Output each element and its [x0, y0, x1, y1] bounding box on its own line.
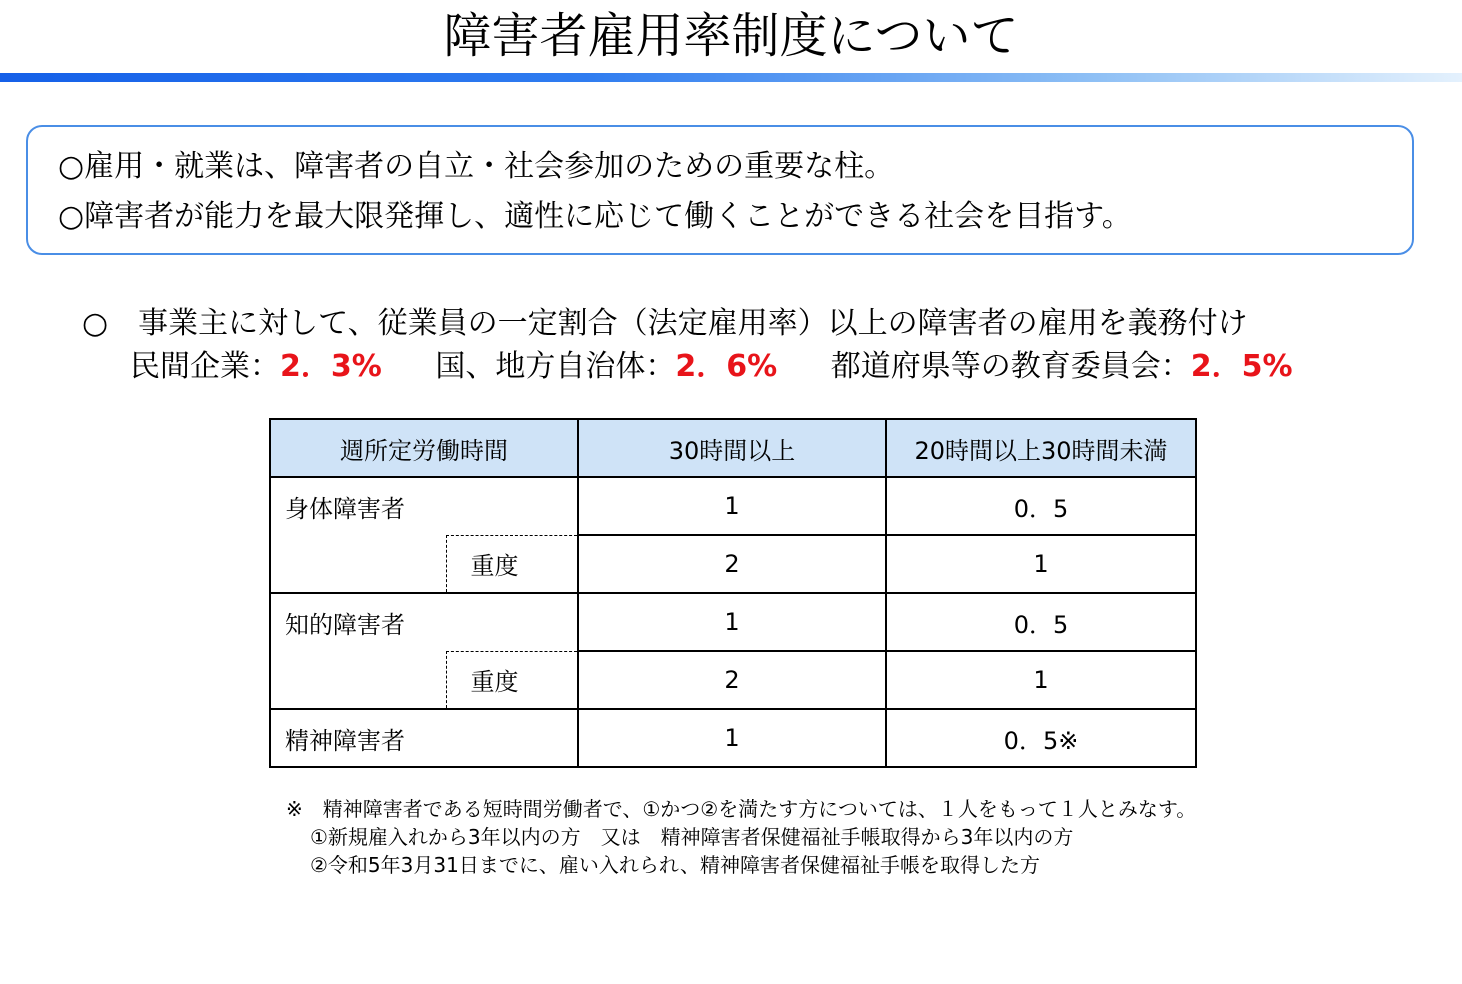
- cell-20h: 1: [886, 651, 1196, 709]
- cell-20h: 0．5※: [886, 709, 1196, 767]
- cell-30h: 2: [578, 535, 886, 593]
- cell-30h: 2: [578, 651, 886, 709]
- rate-label: 民間企業：: [130, 349, 280, 384]
- intro-line-2: ○障害者が能力を最大限発揮し、適性に応じて働くことができる社会を目指す。: [58, 199, 1132, 234]
- table-header-row: [270, 419, 1196, 477]
- rate-label: 都道府県等の教育委員会：: [830, 349, 1191, 384]
- rate-value: 2．5%: [1190, 349, 1293, 384]
- obligation-statement: ○ 事業主に対して、従業員の一定割合（法定雇用率）以上の障害者の雇用を義務付け: [82, 306, 1248, 341]
- category-continuation: [270, 651, 446, 709]
- footnotes: [286, 795, 1196, 879]
- footnote-condition-2: ②令和5年3月31日までに、雇い入れられ、精神障害者保健福祉手帳を取得した方: [310, 853, 1041, 877]
- footnote-condition-1: ①新規雇入れから3年以内の方 又は 精神障害者保健福祉手帳取得から3年以内の方: [310, 825, 1074, 849]
- row-sub-label: 重度: [446, 651, 578, 709]
- table-row: [270, 709, 1196, 767]
- table-row: [270, 593, 1196, 651]
- header-30h: 30時間以上: [578, 419, 886, 477]
- cell-30h: 1: [578, 593, 886, 651]
- cell-30h: 1: [578, 477, 886, 535]
- header-weekly-hours: 週所定労働時間: [270, 419, 578, 477]
- employment-rates: [130, 346, 1293, 388]
- rate-private: [130, 346, 382, 388]
- cell-20h: 0．5: [886, 593, 1196, 651]
- rate-education-board: [831, 346, 1293, 388]
- header-20h: 20時間以上30時間未満: [886, 419, 1196, 477]
- table-row: [270, 651, 1196, 709]
- cell-30h: 1: [578, 709, 886, 767]
- footnote-main: ※ 精神障害者である短時間労働者で、①かつ②を満たす方については、１人をもって１人とみなす。: [286, 797, 1197, 821]
- page-title: 障害者雇用率制度について: [443, 8, 1019, 64]
- rate-label: 国、地方自治体：: [435, 349, 676, 384]
- row-category: 知的障害者: [270, 593, 578, 651]
- row-category: 精神障害者: [270, 709, 578, 767]
- rate-government: [435, 346, 777, 388]
- intro-line-1: ○雇用・就業は、障害者の自立・社会参加のための重要な柱。: [58, 149, 895, 184]
- category-continuation: [270, 535, 446, 593]
- rate-value: 2．3%: [280, 349, 382, 384]
- row-category: 身体障害者: [270, 477, 578, 535]
- table-row: [270, 477, 1196, 535]
- row-sub-label: 重度: [446, 535, 578, 593]
- rate-value: 2．6%: [675, 349, 778, 384]
- cell-20h: 1: [886, 535, 1196, 593]
- intro-box: [26, 125, 1414, 255]
- table-row: [270, 535, 1196, 593]
- headcount-table: [269, 418, 1197, 768]
- cell-20h: 0．5: [886, 477, 1196, 535]
- title-underline-bar: [0, 73, 1462, 82]
